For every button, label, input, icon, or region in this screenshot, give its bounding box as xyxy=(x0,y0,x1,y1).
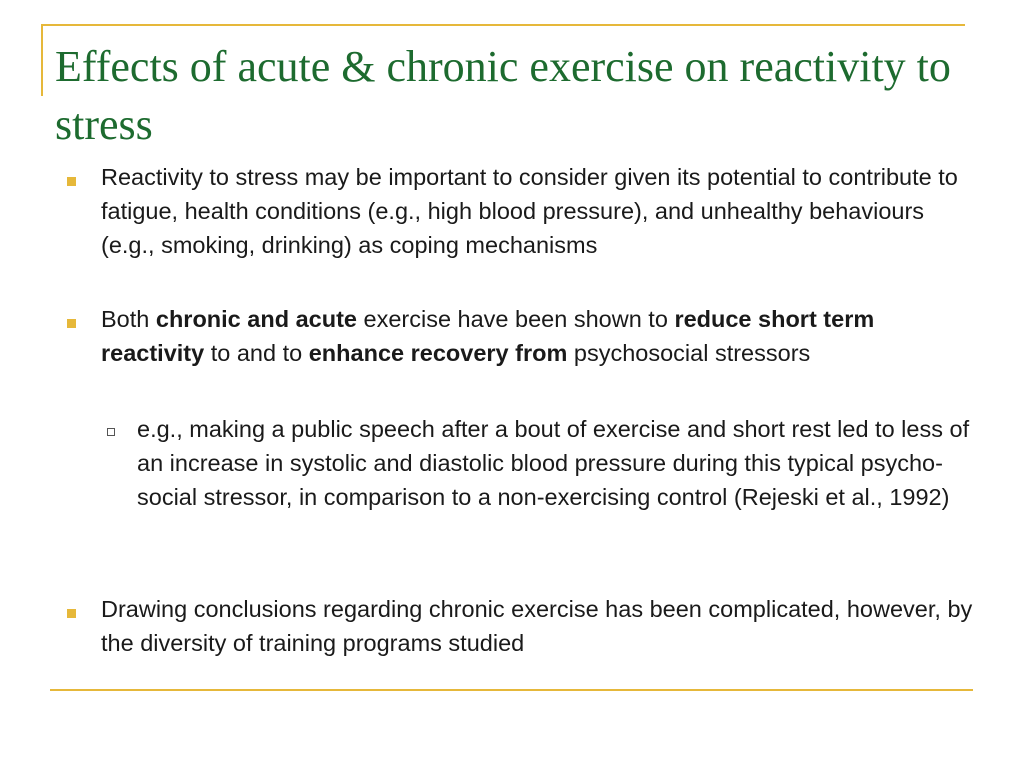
left-rule xyxy=(41,24,43,96)
bullet-emphasis: reduce short term reactivity xyxy=(101,306,875,366)
bullet-text: to and to xyxy=(204,340,309,366)
bullet-square-icon xyxy=(67,319,76,328)
sub-bullet-hollow-square-icon xyxy=(107,428,115,436)
bullet-emphasis: enhance recovery from xyxy=(308,340,568,366)
bullet-square-icon xyxy=(67,177,76,186)
bullet-item: Reactivity to stress may be important to consider given its potential to contribute to fatigue, health conditions (e.g., high blood pressure), and unhealthy behaviours (e.g., smoking, drinking) as coping mechanisms xyxy=(101,164,958,258)
bottom-rule xyxy=(50,689,973,691)
bullet-item xyxy=(101,302,981,370)
bullet-text: psychosocial stressors xyxy=(567,340,811,366)
bullet-item: Drawing conclusions regarding chronic exercise has been complicated, however, by the diversity of training programs studied xyxy=(101,596,973,656)
bullet-emphasis: chronic and acute xyxy=(155,306,357,332)
bullet-text: exercise have been shown to xyxy=(356,306,675,332)
bullet-square-icon xyxy=(67,609,76,618)
sub-bullet-item: e.g., making a public speech after a bout of exercise and short rest led to less of an increase in systolic and diastolic blood pressure during this typical psycho-social stressor, in comparison to a non-exercising control (Rejeski et al., 1992) xyxy=(137,416,970,510)
slide-title: Effects of acute & chronic exercise on reactivity to stress xyxy=(55,42,951,149)
bullet-text: Both xyxy=(101,306,156,332)
top-rule xyxy=(41,24,965,26)
